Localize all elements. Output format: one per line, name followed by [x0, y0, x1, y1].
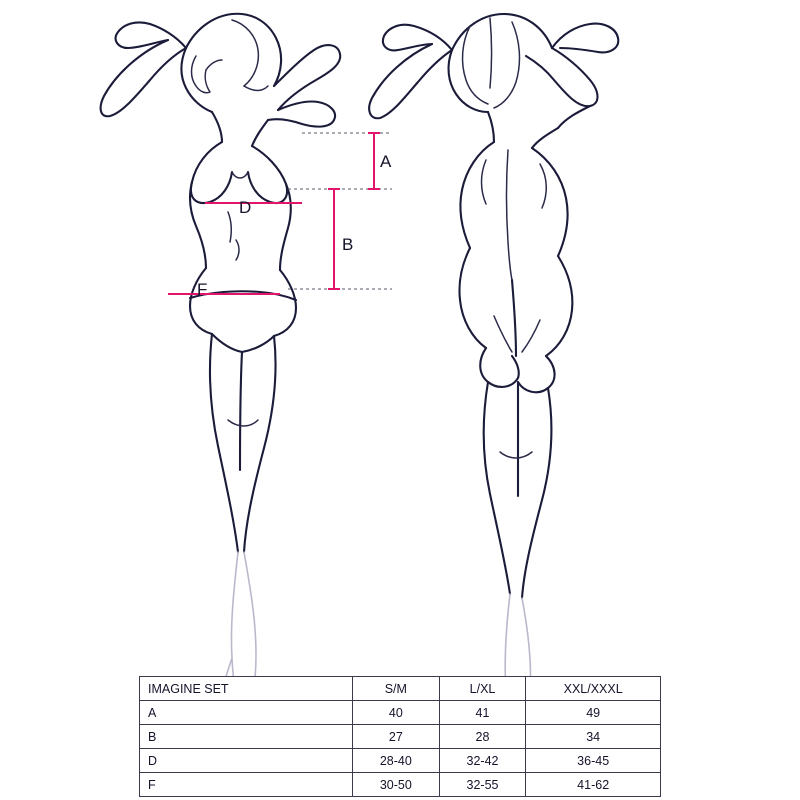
measure-label-f: F [197, 280, 208, 299]
table-row [140, 749, 661, 773]
table-header-sm: S/M [353, 677, 440, 701]
table-cell-b-lxl: 28 [439, 725, 526, 749]
table-row-label-f: F [140, 773, 353, 797]
table-header-xxlxxxl: XXL/XXXL [526, 677, 661, 701]
table-cell-f-xxl: 41-62 [526, 773, 661, 797]
back-figure [369, 14, 618, 742]
table-cell-f-lxl: 32-55 [439, 773, 526, 797]
table-cell-b-sm: 27 [353, 725, 440, 749]
table-row [140, 725, 661, 749]
measure-label-b: B [342, 235, 354, 254]
table-header-row [140, 677, 661, 701]
table-cell-d-lxl: 32-42 [439, 749, 526, 773]
table-cell-d-sm: 28-40 [353, 749, 440, 773]
table-header-title: IMAGINE SET [140, 677, 353, 701]
table-row-label-b: B [140, 725, 353, 749]
table-cell-b-xxl: 34 [526, 725, 661, 749]
size-table [139, 676, 661, 797]
measure-label-a: A [380, 152, 392, 171]
measure-label-d: D [239, 198, 252, 217]
table-row-label-a: A [140, 701, 353, 725]
table-row [140, 701, 661, 725]
front-figure [101, 14, 341, 725]
table-header-lxl: L/XL [439, 677, 526, 701]
table-cell-f-sm: 30-50 [353, 773, 440, 797]
table-row [140, 773, 661, 797]
table-cell-a-xxl: 49 [526, 701, 661, 725]
table-row-label-d: D [140, 749, 353, 773]
table-cell-a-sm: 40 [353, 701, 440, 725]
table-cell-a-lxl: 41 [439, 701, 526, 725]
table-cell-d-xxl: 36-45 [526, 749, 661, 773]
